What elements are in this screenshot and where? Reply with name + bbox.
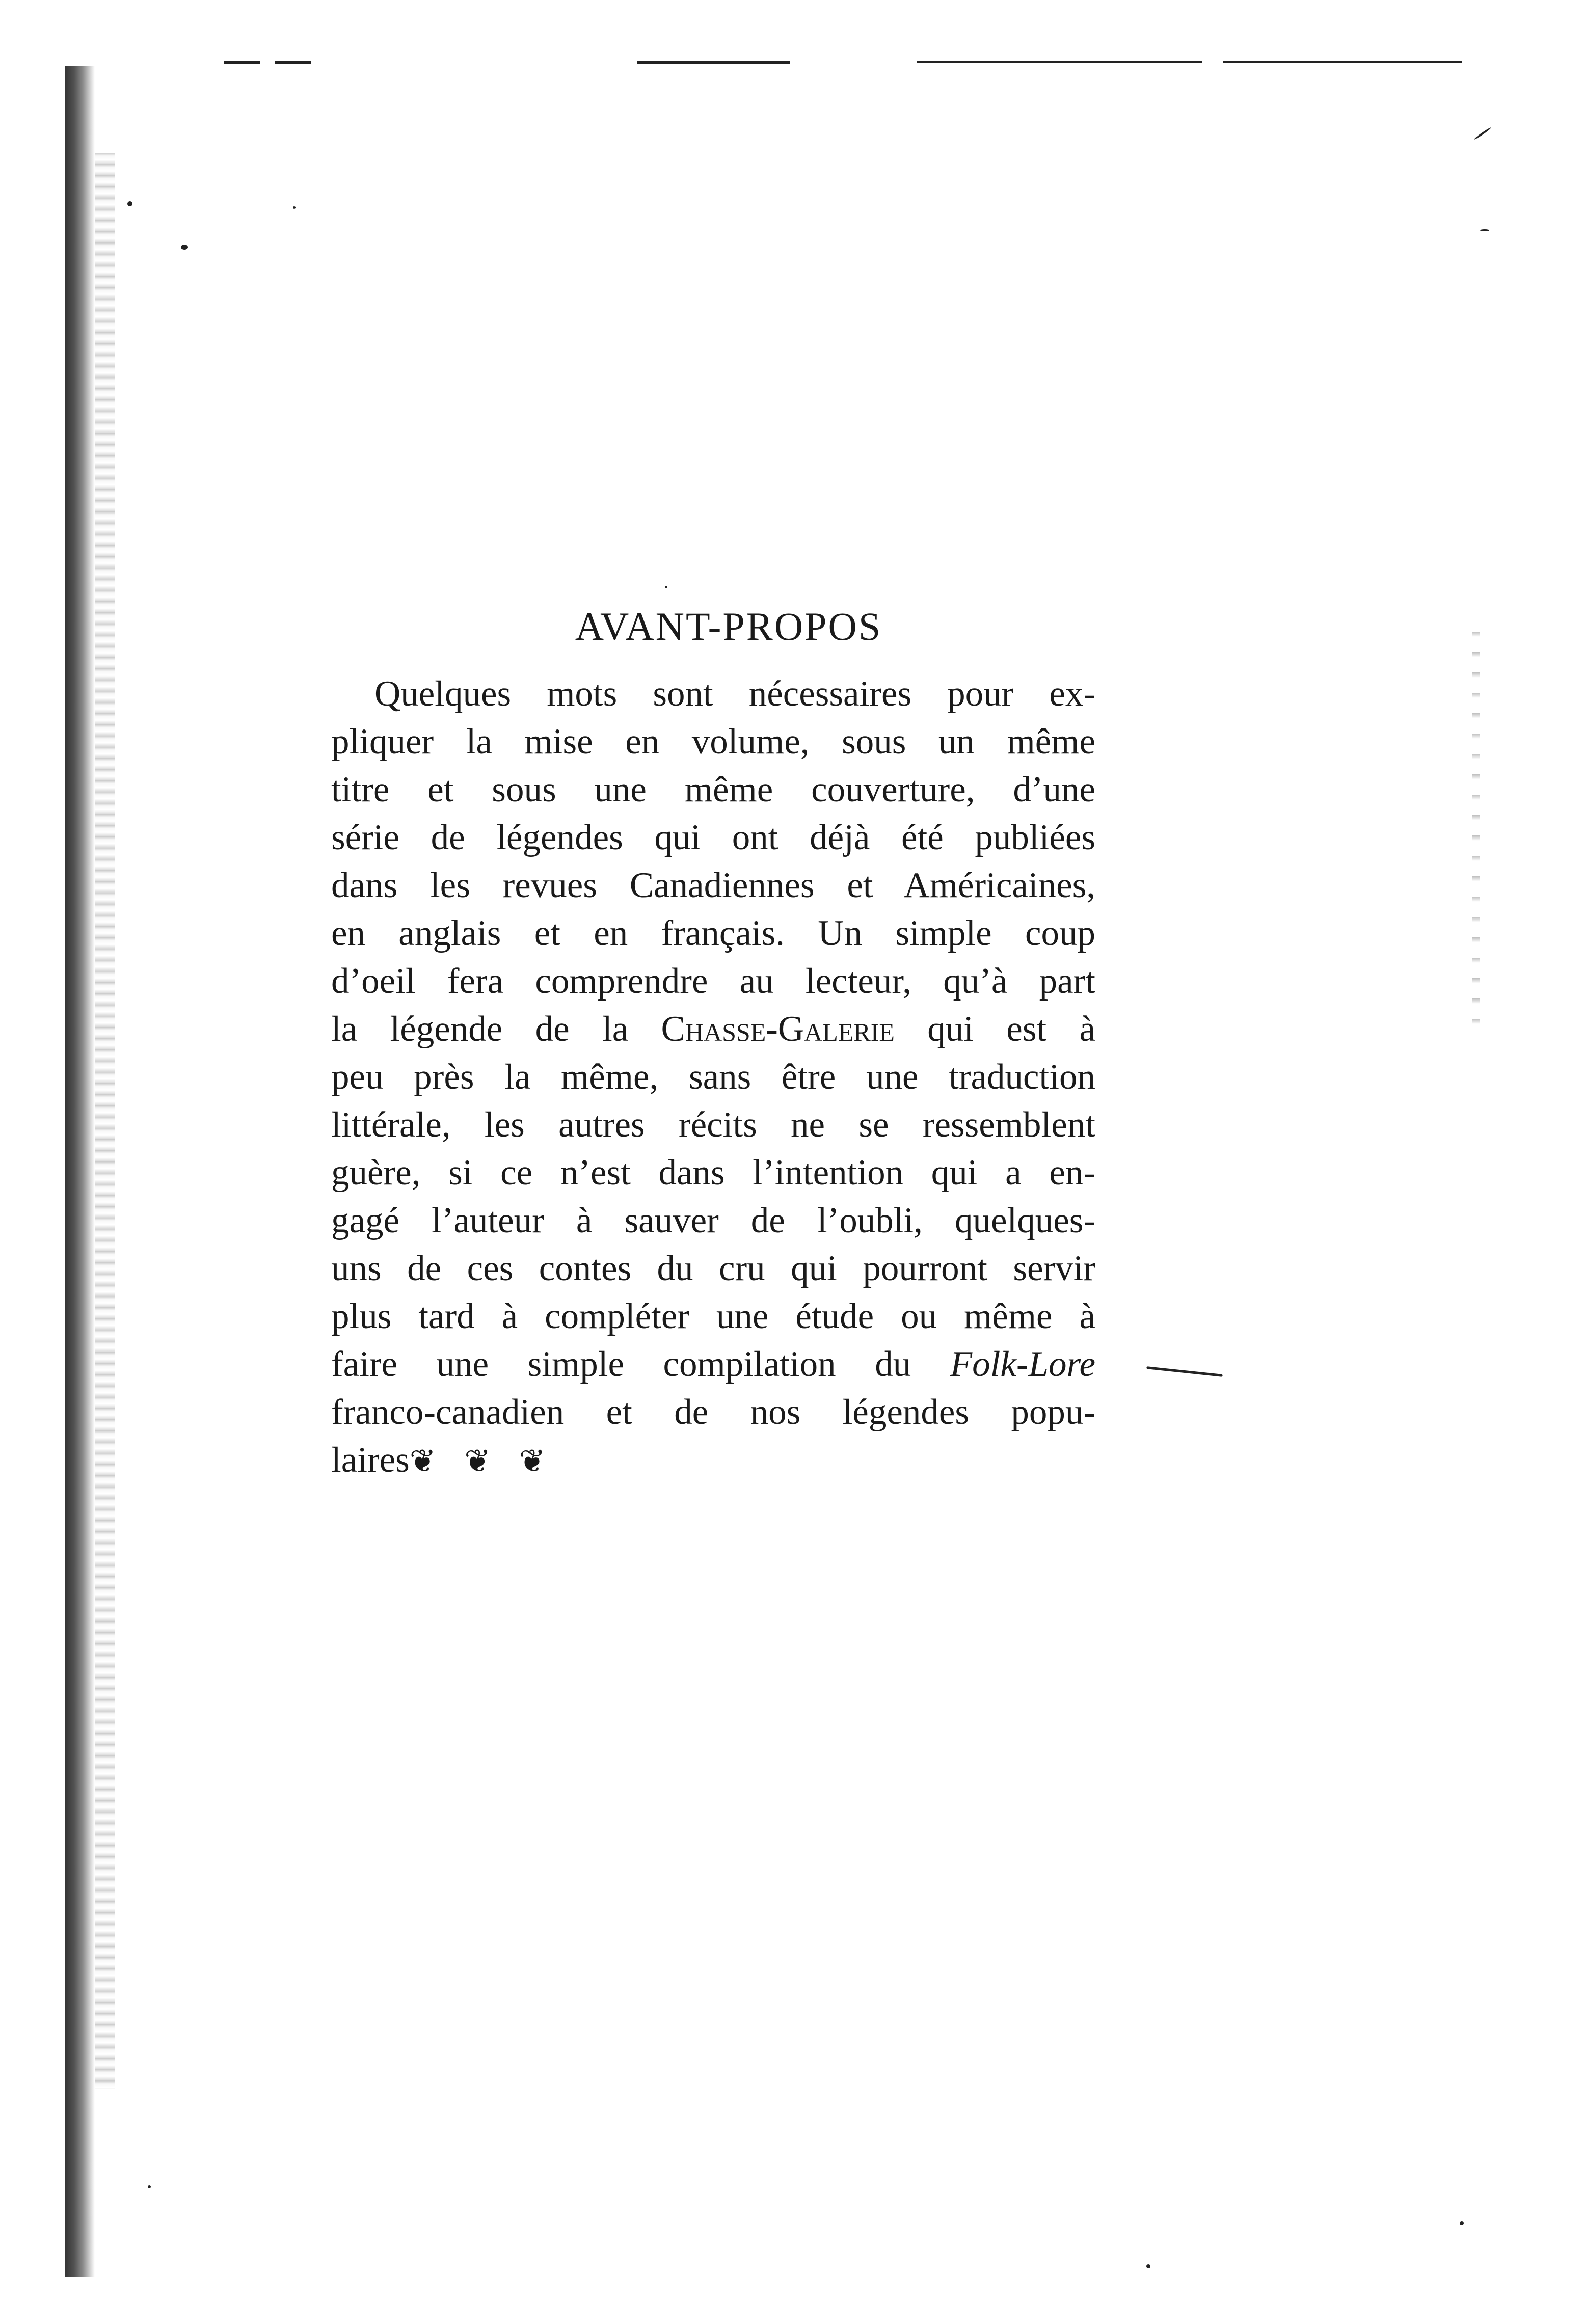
paragraph-line: titre et sous une même couverture, d’une [331,770,1095,809]
paragraph-line: d’oeil fera comprendre au lecteur, qu’à part [331,961,1095,1001]
paragraph-line: série de légendes qui ont déjà été publiées [331,818,1095,857]
foreword-paragraph [331,670,1095,1485]
paragraph-line: dans les revues Canadiennes et Américaines, [331,866,1095,905]
speck [1460,2221,1464,2225]
paragraph-line [331,1436,1095,1485]
paragraph-line [331,1005,1095,1053]
paragraph-line: en anglais et en français. Un simple coup [331,913,1095,953]
binding-noise [95,153,115,2089]
folk-lore-term: Folk-Lore [950,1344,1095,1384]
paragraph-line: peu près la même, sans être une traduction [331,1057,1095,1097]
right-edge-marks [1472,632,1480,1029]
fleuron-ornament-icon: ❦ ❦ ❦ [409,1444,556,1479]
line-text: la légende de la [331,1009,661,1049]
speck [293,206,296,209]
line-text: qui est à [894,1009,1096,1049]
top-edge-mark [637,61,790,64]
paragraph-line: guère, si ce n’est dans l’intention qui a en- [331,1153,1095,1193]
paragraph-line: franco-canadien et de nos légendes popu- [331,1392,1095,1432]
line-text: faire une simple compilation du [331,1344,950,1384]
speck [1146,2264,1150,2268]
paragraph-line [331,1340,1095,1388]
paragraph-line: uns de ces contes du cru qui pourront servir [331,1249,1095,1288]
speck [1480,229,1489,231]
speck [1473,127,1491,140]
speck [665,586,667,588]
speck [148,2185,151,2188]
speck [181,245,188,250]
legend-title: Chasse-Galerie [661,1009,895,1049]
page-title: AVANT-PROPOS [575,604,882,648]
top-edge-mark [917,61,1202,63]
binding-shadow [65,66,95,2277]
speck [127,201,132,206]
foreword-block [331,604,1095,1485]
paragraph-line: littérale, les autres récits ne se ressemblent [331,1105,1095,1145]
top-edge-mark [275,61,311,64]
paragraph-line: pliquer la mise en volume, sous un même [331,722,1095,762]
top-edge-mark [1223,61,1462,63]
paragraph-line: plus tard à compléter une étude ou même à [331,1296,1095,1336]
line-text: laires [331,1440,410,1480]
paragraph-line: Quelques mots sont nécessaires pour ex- [374,674,1095,714]
stray-ink-line [1146,1366,1223,1377]
top-edge-mark [224,61,260,64]
paragraph-line: gagé l’auteur à sauver de l’oubli, quelques- [331,1201,1095,1240]
